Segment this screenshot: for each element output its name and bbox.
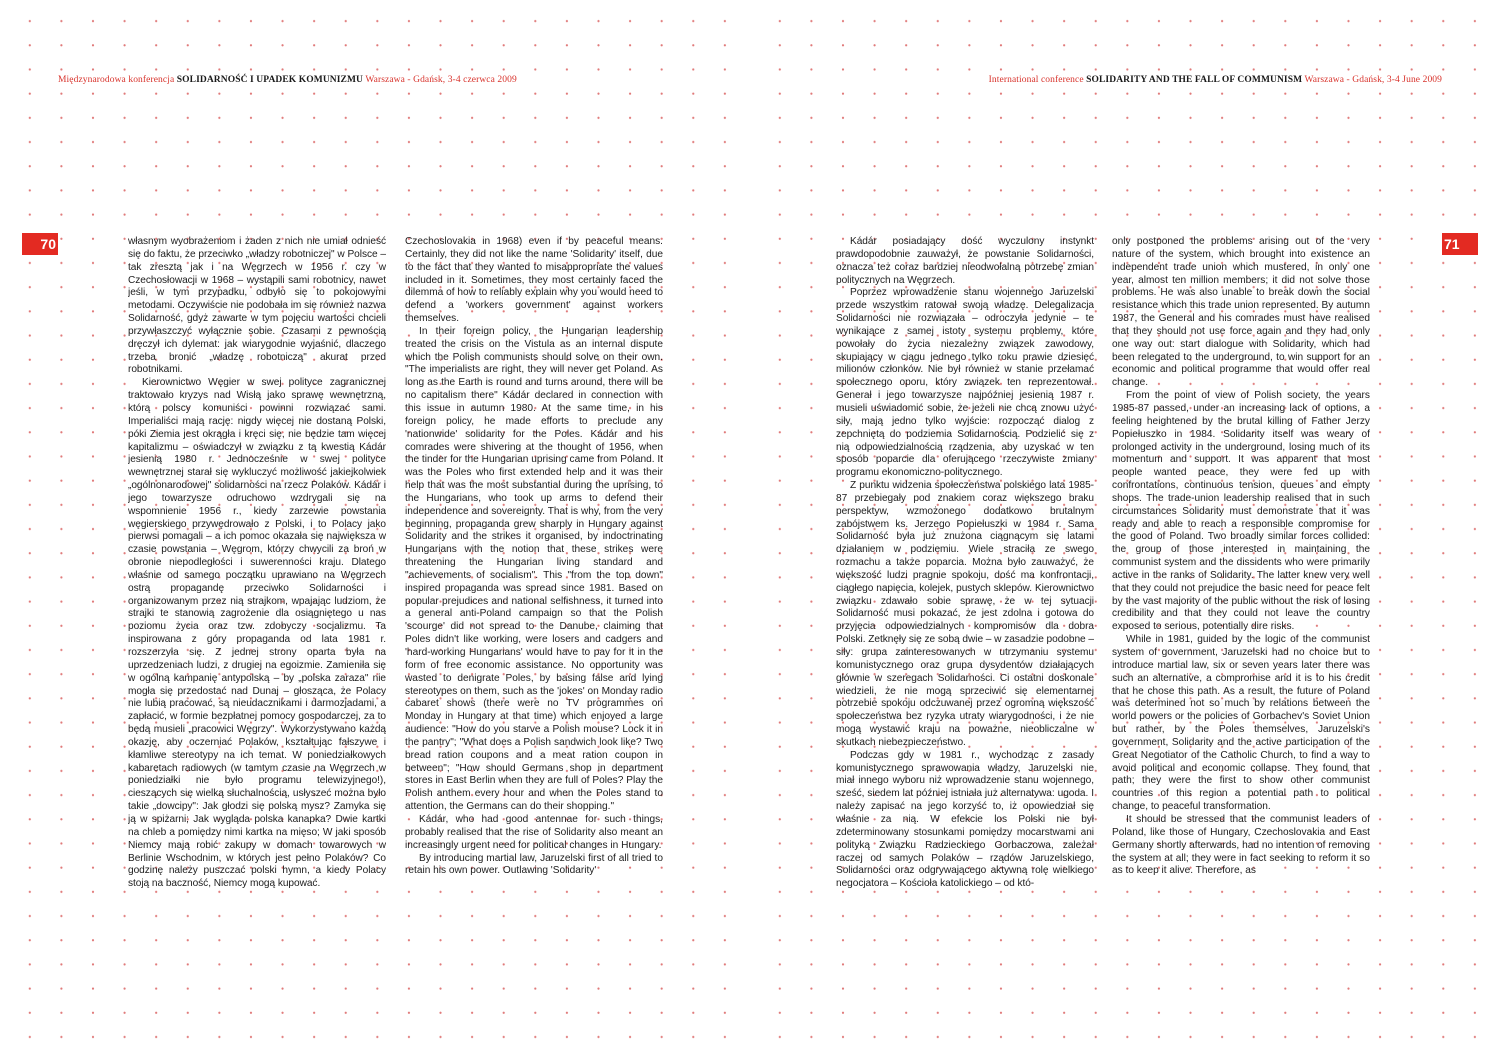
paragraph: In their foreign policy, the Hungarian leadership treated the crisis on the Vistula as an internal dispute which the Polish communists should solve on their own. "The imperialists are right, they will never get Poland. As long as the Earth is round and turns around, there will be no capitalism there" Kádár declared in connection with this issue in autumn 1980. At the same time, in his foreign policy, he made efforts to preclude any 'nationwide' solidarity for the Poles. Kádár and his comrades were shivering at the thought of 1956, when the tinder for the Hungarian uprising came from Poland. It was the Poles who first extended help and it was their help that was the most substantial during the uprising, to the Hungarians, who took up arms to defend their independence and sovereignty. That is why, from the very beginning, propaganda grew sharply in Hungary against Solidarity and the strikes it organised, by indoctrinating Hungarians with the notion that these strikes were threatening the Hungarian living standard and "achievements of socialism". This "from the top down" inspired propaganda was spread since 1981. Based on popular prejudices and national selfishness, it turned into a general anti-Poland campaign so that the Polish 'scourge' did not spread to the Danube, claiming that Poles didn't like working, were losers and cadgers and 'hard-working Hungarians' would have to pay for it in the form of free economic assistance. No opportunity was wasted to denigrate Poles, by basing false and lying stereotypes on them, such as the 'jokes' on Monday radio cabaret shows (there were no TV programmes on Monday in Hungary at that time) which enjoyed a large audience: "How do you starve a Polish mouse? Lock it in the pantry"; "What does a Polish sandwich look like? Two bread ration coupons and a meat ration coupon in between"; "How should Germans shop in department stores in East Berlin when they are full of Poles? Play the Polish anthem every hour and when the Poles stand to attention, the Germans can do their shopping." <box>405 325 663 813</box>
text-column-polish <box>836 236 1094 986</box>
right-page <box>750 0 1500 1041</box>
paragraph: Kierownictwo Węgier w swej polityce zagranicznej traktowało kryzys nad Wisłą jako sprawę wewnętrzną, którą polscy komuniści powinni rozwiązać sami. Imperialiści mają rację: nigdy więcej nie dostaną Polski, póki Ziemia jest okrągła i kręci się, nie będzie tam więcej kapitalizmu – oświadczył w związku z tą kwestią Kádár jesienią 1980 r. Jednocześnie w swej polityce wewnętrznej starał się wykluczyć możliwość jakiejkolwiek „ogólnonarodowej" solidarności na rzecz Polaków. Kádár i jego towarzysze odruchowo wzdrygali się na wspomnienie 1956 r., kiedy zarzewie powstania węgierskiego przywędrowało z Polski, i to Polacy jako pierwsi pomagali – a ich pomoc okazała się największa w czasie powstania – Węgrom, którzy chwycili za broń w obronie niepodległości i suwerenności kraju. Dlatego właśnie od samego początku uprawiano na Węgrzech ostrą propagandę przeciwko Solidarności i organizowanym przez nią strajkom, wpajając ludziom, że strajki te stanowią zagrożenie dla osiągniętego u nas poziomu życia oraz tzw. zdobyczy socjalizmu. Ta inspirowana z góry propaganda od lata 1981 r. rozszerzyła się. Z jednej strony oparta była na uprzedzeniach ludzi, z drugiej na egoizmie. Zamieniła się w ogólną kampanię antypolską – by „polska zaraza" nie mogła się przedostać nad Dunaj – głosząca, że Polacy nie lubią pracować, są nieudacznikami i darmozjadami, a zapłacić, w formie bezpłatnej pomocy gospodarczej, za to będą musieli „pracowici Węgrzy". Wykorzystywano każdą okazję, aby oczerniać Polaków, kształtując fałszywe i kłamliwe stereotypy na ich temat. W poniedziałkowych kabaretach radiowych (w tamtym czasie na Węgrzech w poniedziałki nie było programu telewizyjnego!), cieszących się wielką słuchalnością, usłyszeć można było takie „dowcipy": Jak głodzi się polską mysz? Zamyka się ją w spiżarni; Jak wygląda polska kanapka? Dwie kartki na chleb a pomiędzy nimi kartka na mięso; W jaki sposób Niemcy mają robić zakupy w domach towarowych w Berlinie Wschodnim, w których jest pełno Polaków? Co godzinę należy puszczać polski hymn, a kiedy Polacy stoją na baczność, Niemcy mogą kupować. <box>128 377 386 890</box>
running-header <box>58 75 517 85</box>
header-prefix: International conference <box>988 75 1087 85</box>
text-column-english <box>405 236 663 986</box>
header-title: SOLIDARITY AND THE FALL OF COMMUNISM <box>1086 75 1303 85</box>
paragraph: It should be stressed that the communist leaders of Poland, like those of Hungary, Czechoslovakia and East Germany shortly afterwards, had no intention of removing the system at all; they were in fact seeking to reform it so as to keep it alive. Therefore, as <box>1112 813 1370 877</box>
paragraph: Podczas gdy w 1981 r., wychodząc z zasady komunistycznego sprawowania władzy, Jaruzelski nie miał innego wyboru niż wprowadzenie stanu wojennego, sześć, siedem lat później istniała już alternatywa: ugoda. I należy zapisać na jego korzyść to, iż opowiedział się właśnie za nią. W efekcie los Polski nie był zdeterminowany stosunkami pomiędzy mocarstwami ani polityką Związku Radzieckiego Gorbaczowa, zależał raczej od samych Polaków – rządów Jaruzelskiego, Solidarności oraz odgrywającego aktywną rolę wielkiego negocjatora – Kościoła katolickiego – od któ- <box>836 749 1094 890</box>
text-column-english <box>1112 236 1370 986</box>
paragraph: Z punktu widzenia społeczeństwa polskiego lata 1985-87 przebiegały pod znakiem coraz większego braku perspektyw, wzmożonego dodatkowo brutalnym zabójstwem ks. Jerzego Popiełuszki w 1984 r. Sama Solidarność była już znużona ciągnącym się latami działaniem w podziemiu. Wiele straciła ze swego rozmachu a także poparcia. Można było zauważyć, że większość ludzi pragnie spokoju, dość ma konfrontacji, ciągłego napięcia, kolejek, pustych sklepów. Kierownictwo związku zdawało sobie sprawę, że w tej sytuacji Solidarność musi pokazać, że jest zdolna i gotowa do przyjęcia odpowiedzialnych kompromisów dla dobra Polski. Zetknęły się ze sobą dwie – w zasadzie podobne – siły: grupa zainteresowanych w utrzymaniu systemu komunistycznego oraz grupa dysydentów działających głównie w szeregach Solidarności. Ci ostatni doskonale wiedzieli, że nie mogą sprzeciwić się elementarnej potrzebie spokoju odczuwanej przez ogromną większość społeczeństwa bez ryzyka utraty wiarygodności, i że nie mogą wystawić kraju na poważne, nieobliczalne w skutkach niebezpieczeństwo. <box>836 480 1094 748</box>
paragraph: From the point of view of Polish society, the years 1985-87 passed, under an increasing lack of options, a feeling heightened by the brutal killing of Father Jerzy Popiełuszko in 1984. Solidarity itself was weary of prolonged activity in the underground, losing much of its momentum and support. It was apparent that most people wanted peace, they were fed up with confrontations, continuous tension, queues and empty shops. The trade-union leadership realised that in such circumstances Solidarity must demonstrate that it was ready and able to reach a responsible compromise for the good of Poland. Two broadly similar forces collided: the group of those interested in maintaining the communist system and the dissidents who were primarily active in the ranks of Solidarity. The latter knew very well that they could not prejudice the basic need for peace felt by the vast majority of the public without the risk of losing credibility and that they could not leave the country exposed to serious, potentially dire risks. <box>1112 390 1370 633</box>
text-column-polish <box>128 236 386 986</box>
header-suffix: Warszawa - Gdańsk, 3-4 czerwca 2009 <box>363 75 517 85</box>
header-prefix: Międzynarodowa konferencja <box>58 75 177 85</box>
running-header <box>989 75 1442 85</box>
paragraph: only postponed the problems arising out of the very nature of the system, which brought into existence an independent trade union which mustered, in only one year, almost ten million members; it did not solve those problems. He was also unable to break down the social resistance which this trade union represented. By autumn 1987, the General and his comrades must have realised that they should not use force again and they had only one way out: start dialogue with Solidarity, which had been relegated to the underground, to win support for an economic and political programme that would offer real change. <box>1112 236 1370 389</box>
paragraph: Kádár, who had good antennae for such things, probably realised that the rise of Solidarity also meant an increasingly urgent need for political changes in Hungary. <box>405 813 663 851</box>
page-number: 71 <box>1442 233 1478 255</box>
paragraph: While in 1981, guided by the logic of the communist system of government, Jaruzelski had no choice but to introduce martial law, six or seven years later there was such an alternative, a compromise and it is to his credit that he chose this path. As a result, the future of Poland was determined not so much by relations between the world powers or the policies of Gorbachev's Soviet Union but rather, by the Poles themselves, Jaruzelski's government, Solidarity and the active participation of the Great Negotiator of the Catholic Church, to find a way to avoid political and economic collapse. They found that path; they were the first to show other communist countries of this region a potential path to political change, to peaceful transformation. <box>1112 634 1370 813</box>
page-number: 70 <box>22 233 58 255</box>
paragraph: Kádár posiadający dość wyczulony instynkt prawdopodobnie zauważył, że powstanie Solidarności, oznacza też coraz bardziej nieodwołalną potrzebę zmian politycznych na Węgrzech. <box>836 236 1094 286</box>
header-suffix: Warszawa - Gdańsk, 3-4 June 2009 <box>1302 75 1442 85</box>
paragraph: własnym wyobrażeniom i żaden z nich nie umiał odnieść się do faktu, że przeciwko „władzy robotniczej" w Polsce – tak zresztą jak i na Węgrzech w 1956 r. czy w Czechosłowacji w 1968 – wystąpili sami robotnicy, nawet jeśli, w tym przypadku, odbyło się to pokojowymi metodami. Oczywiście nie podobała im się również nazwa Solidarność, gdyż zawarte w tym pojęciu wartości chcieli przywłaszczyć wyłącznie sobie. Czasami z pewnością dręczył ich dylemat: jak wiarygodnie wyjaśnić, dlaczego trzeba bronić „władzę robotniczą" akurat przed robotnikami. <box>128 236 386 376</box>
paragraph: Czechoslovakia in 1968) even if by peaceful means. Certainly, they did not like the name 'Solidarity' itself, due to the fact that they wanted to misappropriate the values included in it. Sometimes, they most certainly faced the dilemma of how to reliably explain why you would need to defend a 'workers government' against workers themselves. <box>405 236 663 325</box>
header-title: SOLIDARNOŚĆ I UPADEK KOMUNIZMU <box>176 75 364 85</box>
paragraph: Poprzez wprowadzenie stanu wojennego Jaruzelski przede wszystkim ratował swoją władzę. Delegalizacja Solidarności nie rozwiązała – odroczyła jedynie – te wynikające z samej istoty systemu problemy, które powołały do życia niezależny związek zawodowy, skupiający w ciągu jednego tylko roku prawie dziesięć milionów członków. Nie był również w stanie przełamać społecznego oporu, który związek ten reprezentował. Generał i jego towarzysze najpóźniej jesienią 1987 r. musieli uświadomić sobie, że jeżeli nie chcą znowu użyć siły, mają jedno tylko wyjście: rozpocząć dialog z zepchniętą do podziemia Solidarnością. Podzielić się z nią odpowiedzialnością rządzenia, aby uzyskać w ten sposób poparcie dla oferującego rzeczywiste zmiany programu ekonomiczno-politycznego. <box>836 287 1094 479</box>
paragraph: By introducing martial law, Jaruzelski first of all tried to retain his own power. Outlawing 'Solidarity' <box>405 852 663 877</box>
